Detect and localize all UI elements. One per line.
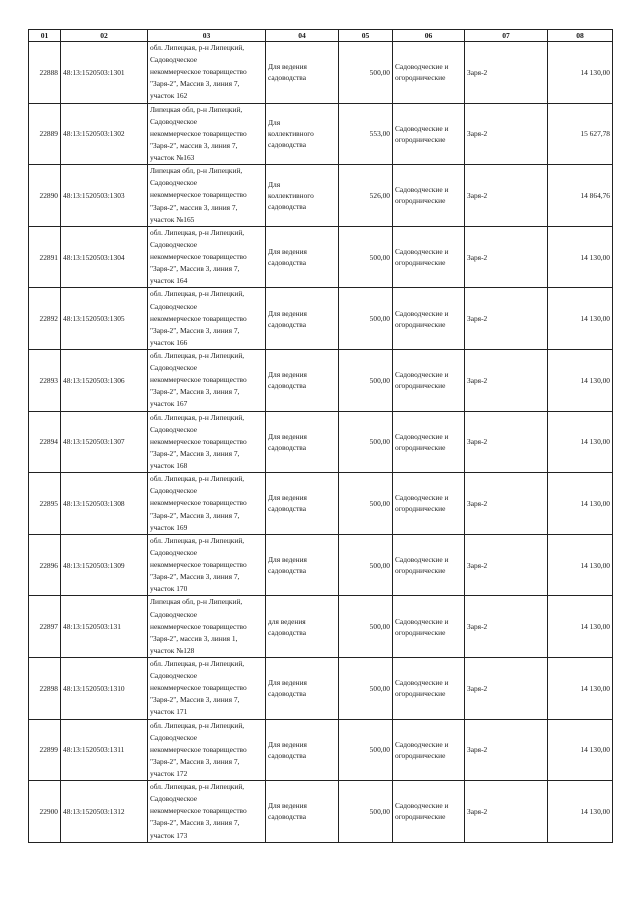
land-category-cell: Садоводческие и огороднические: [393, 288, 465, 350]
area-cell: 526,00: [339, 165, 393, 227]
land-category-cell: Садоводческие и огороднические: [393, 226, 465, 288]
settlement-name-cell: Заря-2: [465, 42, 548, 104]
address-cell: обл. Липецкая, р-н Липецкий, Садоводческое некоммерческое товарищество "Заря-2", Массив 3, линия 7, участок 162: [148, 42, 266, 104]
row-number-cell: 22900: [29, 781, 61, 843]
table-row: [29, 349, 613, 411]
row-number-cell: 22891: [29, 226, 61, 288]
permitted-use-cell: Для коллективного садоводства: [266, 103, 339, 165]
area-cell: 553,00: [339, 103, 393, 165]
area-cell: 500,00: [339, 781, 393, 843]
settlement-name-cell: Заря-2: [465, 719, 548, 781]
cadastral-value-cell: 14 130,00: [548, 719, 613, 781]
cadastral-number-cell: 48:13:1520503:1310: [61, 657, 148, 719]
cadastral-value-cell: 14 130,00: [548, 657, 613, 719]
area-cell: 500,00: [339, 596, 393, 658]
settlement-name-cell: Заря-2: [465, 534, 548, 596]
settlement-name-cell: Заря-2: [465, 103, 548, 165]
cadastral-value-cell: 14 130,00: [548, 226, 613, 288]
row-number-cell: 22895: [29, 473, 61, 535]
table-row: [29, 473, 613, 535]
land-category-cell: Садоводческие и огороднические: [393, 473, 465, 535]
land-category-cell: Садоводческие и огороднические: [393, 103, 465, 165]
row-number-cell: 22896: [29, 534, 61, 596]
cadastral-value-cell: 14 130,00: [548, 349, 613, 411]
cadastral-number-cell: 48:13:1520503:1306: [61, 349, 148, 411]
table-row: [29, 657, 613, 719]
permitted-use-cell: Для ведения садоводства: [266, 473, 339, 535]
address-cell: обл. Липецкая, р-н Липецкий, Садоводческое некоммерческое товарищество "Заря-2", Массив 3, линия 7, участок 166: [148, 288, 266, 350]
table-row: [29, 781, 613, 843]
row-number-cell: 22898: [29, 657, 61, 719]
permitted-use-cell: Для ведения садоводства: [266, 349, 339, 411]
area-cell: 500,00: [339, 719, 393, 781]
cadastral-value-cell: 14 130,00: [548, 781, 613, 843]
cadastral-number-cell: 48:13:1520503:1309: [61, 534, 148, 596]
column-header: 01: [29, 30, 61, 42]
address-cell: обл. Липецкая, р-н Липецкий, Садоводческое некоммерческое товарищество "Заря-2", Массив 3, линия 7, участок 167: [148, 349, 266, 411]
cadastral-number-cell: 48:13:1520503:1307: [61, 411, 148, 473]
settlement-name-cell: Заря-2: [465, 596, 548, 658]
area-cell: 500,00: [339, 657, 393, 719]
settlement-name-cell: Заря-2: [465, 226, 548, 288]
cadastral-number-cell: 48:13:1520503:131: [61, 596, 148, 658]
cadastral-value-cell: 14 130,00: [548, 473, 613, 535]
land-category-cell: Садоводческие и огороднические: [393, 42, 465, 104]
settlement-name-cell: Заря-2: [465, 349, 548, 411]
area-cell: 500,00: [339, 226, 393, 288]
land-category-cell: Садоводческие и огороднические: [393, 349, 465, 411]
permitted-use-cell: Для ведения садоводства: [266, 226, 339, 288]
table-row: [29, 411, 613, 473]
column-header: 06: [393, 30, 465, 42]
permitted-use-cell: Для ведения садоводства: [266, 534, 339, 596]
cadastral-value-cell: 14 130,00: [548, 534, 613, 596]
area-cell: 500,00: [339, 411, 393, 473]
row-number-cell: 22897: [29, 596, 61, 658]
cadastral-number-cell: 48:13:1520503:1304: [61, 226, 148, 288]
cadastral-value-cell: 15 627,78: [548, 103, 613, 165]
table-row: [29, 288, 613, 350]
permitted-use-cell: Для ведения садоводства: [266, 42, 339, 104]
table-row: [29, 165, 613, 227]
table-row: [29, 719, 613, 781]
address-cell: Липецкая обл, р-н Липецкий, Садоводческое некоммерческое товарищество "Заря-2", массив 3, линия 1, участок №128: [148, 596, 266, 658]
address-cell: Липецкая обл, р-н Липецкий, Садоводческое некоммерческое товарищество "Заря-2", массив 3, линия 7, участок №165: [148, 165, 266, 227]
column-header: 07: [465, 30, 548, 42]
row-number-cell: 22899: [29, 719, 61, 781]
cadastral-value-cell: 14 130,00: [548, 42, 613, 104]
cadastral-value-cell: 14 130,00: [548, 288, 613, 350]
column-header: 04: [266, 30, 339, 42]
area-cell: 500,00: [339, 288, 393, 350]
permitted-use-cell: Для ведения садоводства: [266, 781, 339, 843]
table-row: [29, 596, 613, 658]
permitted-use-cell: для ведения садоводства: [266, 596, 339, 658]
area-cell: 500,00: [339, 534, 393, 596]
settlement-name-cell: Заря-2: [465, 411, 548, 473]
address-cell: обл. Липецкая, р-н Липецкий, Садоводческое некоммерческое товарищество "Заря-2", Массив 3, линия 7, участок 170: [148, 534, 266, 596]
cadastral-number-cell: 48:13:1520503:1312: [61, 781, 148, 843]
header-row: [29, 30, 613, 42]
land-registry-table: [28, 29, 613, 843]
permitted-use-cell: Для ведения садоводства: [266, 411, 339, 473]
settlement-name-cell: Заря-2: [465, 473, 548, 535]
cadastral-number-cell: 48:13:1520503:1301: [61, 42, 148, 104]
address-cell: обл. Липецкая, р-н Липецкий, Садоводческое некоммерческое товарищество "Заря-2", Массив 3, линия 7, участок 168: [148, 411, 266, 473]
land-category-cell: Садоводческие и огороднические: [393, 719, 465, 781]
permitted-use-cell: Для ведения садоводства: [266, 288, 339, 350]
row-number-cell: 22889: [29, 103, 61, 165]
address-cell: обл. Липецкая, р-н Липецкий, Садоводческое некоммерческое товарищество "Заря-2", Массив 3, линия 7, участок 172: [148, 719, 266, 781]
area-cell: 500,00: [339, 349, 393, 411]
permitted-use-cell: Для коллективного садоводства: [266, 165, 339, 227]
land-category-cell: Садоводческие и огороднические: [393, 657, 465, 719]
address-cell: обл. Липецкая, р-н Липецкий, Садоводческое некоммерческое товарищество "Заря-2", Массив 3, линия 7, участок 171: [148, 657, 266, 719]
cadastral-number-cell: 48:13:1520503:1311: [61, 719, 148, 781]
cadastral-value-cell: 14 864,76: [548, 165, 613, 227]
settlement-name-cell: Заря-2: [465, 165, 548, 227]
column-header: 05: [339, 30, 393, 42]
cadastral-number-cell: 48:13:1520503:1308: [61, 473, 148, 535]
cadastral-value-cell: 14 130,00: [548, 596, 613, 658]
row-number-cell: 22893: [29, 349, 61, 411]
row-number-cell: 22888: [29, 42, 61, 104]
table-row: [29, 534, 613, 596]
area-cell: 500,00: [339, 473, 393, 535]
land-category-cell: Садоводческие и огороднические: [393, 534, 465, 596]
settlement-name-cell: Заря-2: [465, 657, 548, 719]
address-cell: Липецкая обл, р-н Липецкий, Садоводческое некоммерческое товарищество "Заря-2", массив 3, линия 7, участок №163: [148, 103, 266, 165]
land-category-cell: Садоводческие и огороднические: [393, 411, 465, 473]
settlement-name-cell: Заря-2: [465, 288, 548, 350]
address-cell: обл. Липецкая, р-н Липецкий, Садоводческое некоммерческое товарищество "Заря-2", Массив 3, линия 7, участок 169: [148, 473, 266, 535]
address-cell: обл. Липецкая, р-н Липецкий, Садоводческое некоммерческое товарищество "Заря-2", Массив 3, линия 7, участок 173: [148, 781, 266, 843]
land-category-cell: Садоводческие и огороднические: [393, 165, 465, 227]
table-row: [29, 42, 613, 104]
row-number-cell: 22892: [29, 288, 61, 350]
settlement-name-cell: Заря-2: [465, 781, 548, 843]
column-header: 02: [61, 30, 148, 42]
table-row: [29, 226, 613, 288]
permitted-use-cell: Для ведения садоводства: [266, 719, 339, 781]
column-header: 03: [148, 30, 266, 42]
cadastral-number-cell: 48:13:1520503:1303: [61, 165, 148, 227]
land-category-cell: Садоводческие и огороднические: [393, 781, 465, 843]
cadastral-value-cell: 14 130,00: [548, 411, 613, 473]
column-header: 08: [548, 30, 613, 42]
address-cell: обл. Липецкая, р-н Липецкий, Садоводческое некоммерческое товарищество "Заря-2", Массив 3, линия 7, участок 164: [148, 226, 266, 288]
land-category-cell: Садоводческие и огороднические: [393, 596, 465, 658]
area-cell: 500,00: [339, 42, 393, 104]
row-number-cell: 22890: [29, 165, 61, 227]
row-number-cell: 22894: [29, 411, 61, 473]
permitted-use-cell: Для ведения садоводства: [266, 657, 339, 719]
cadastral-number-cell: 48:13:1520503:1302: [61, 103, 148, 165]
cadastral-number-cell: 48:13:1520503:1305: [61, 288, 148, 350]
table-row: [29, 103, 613, 165]
